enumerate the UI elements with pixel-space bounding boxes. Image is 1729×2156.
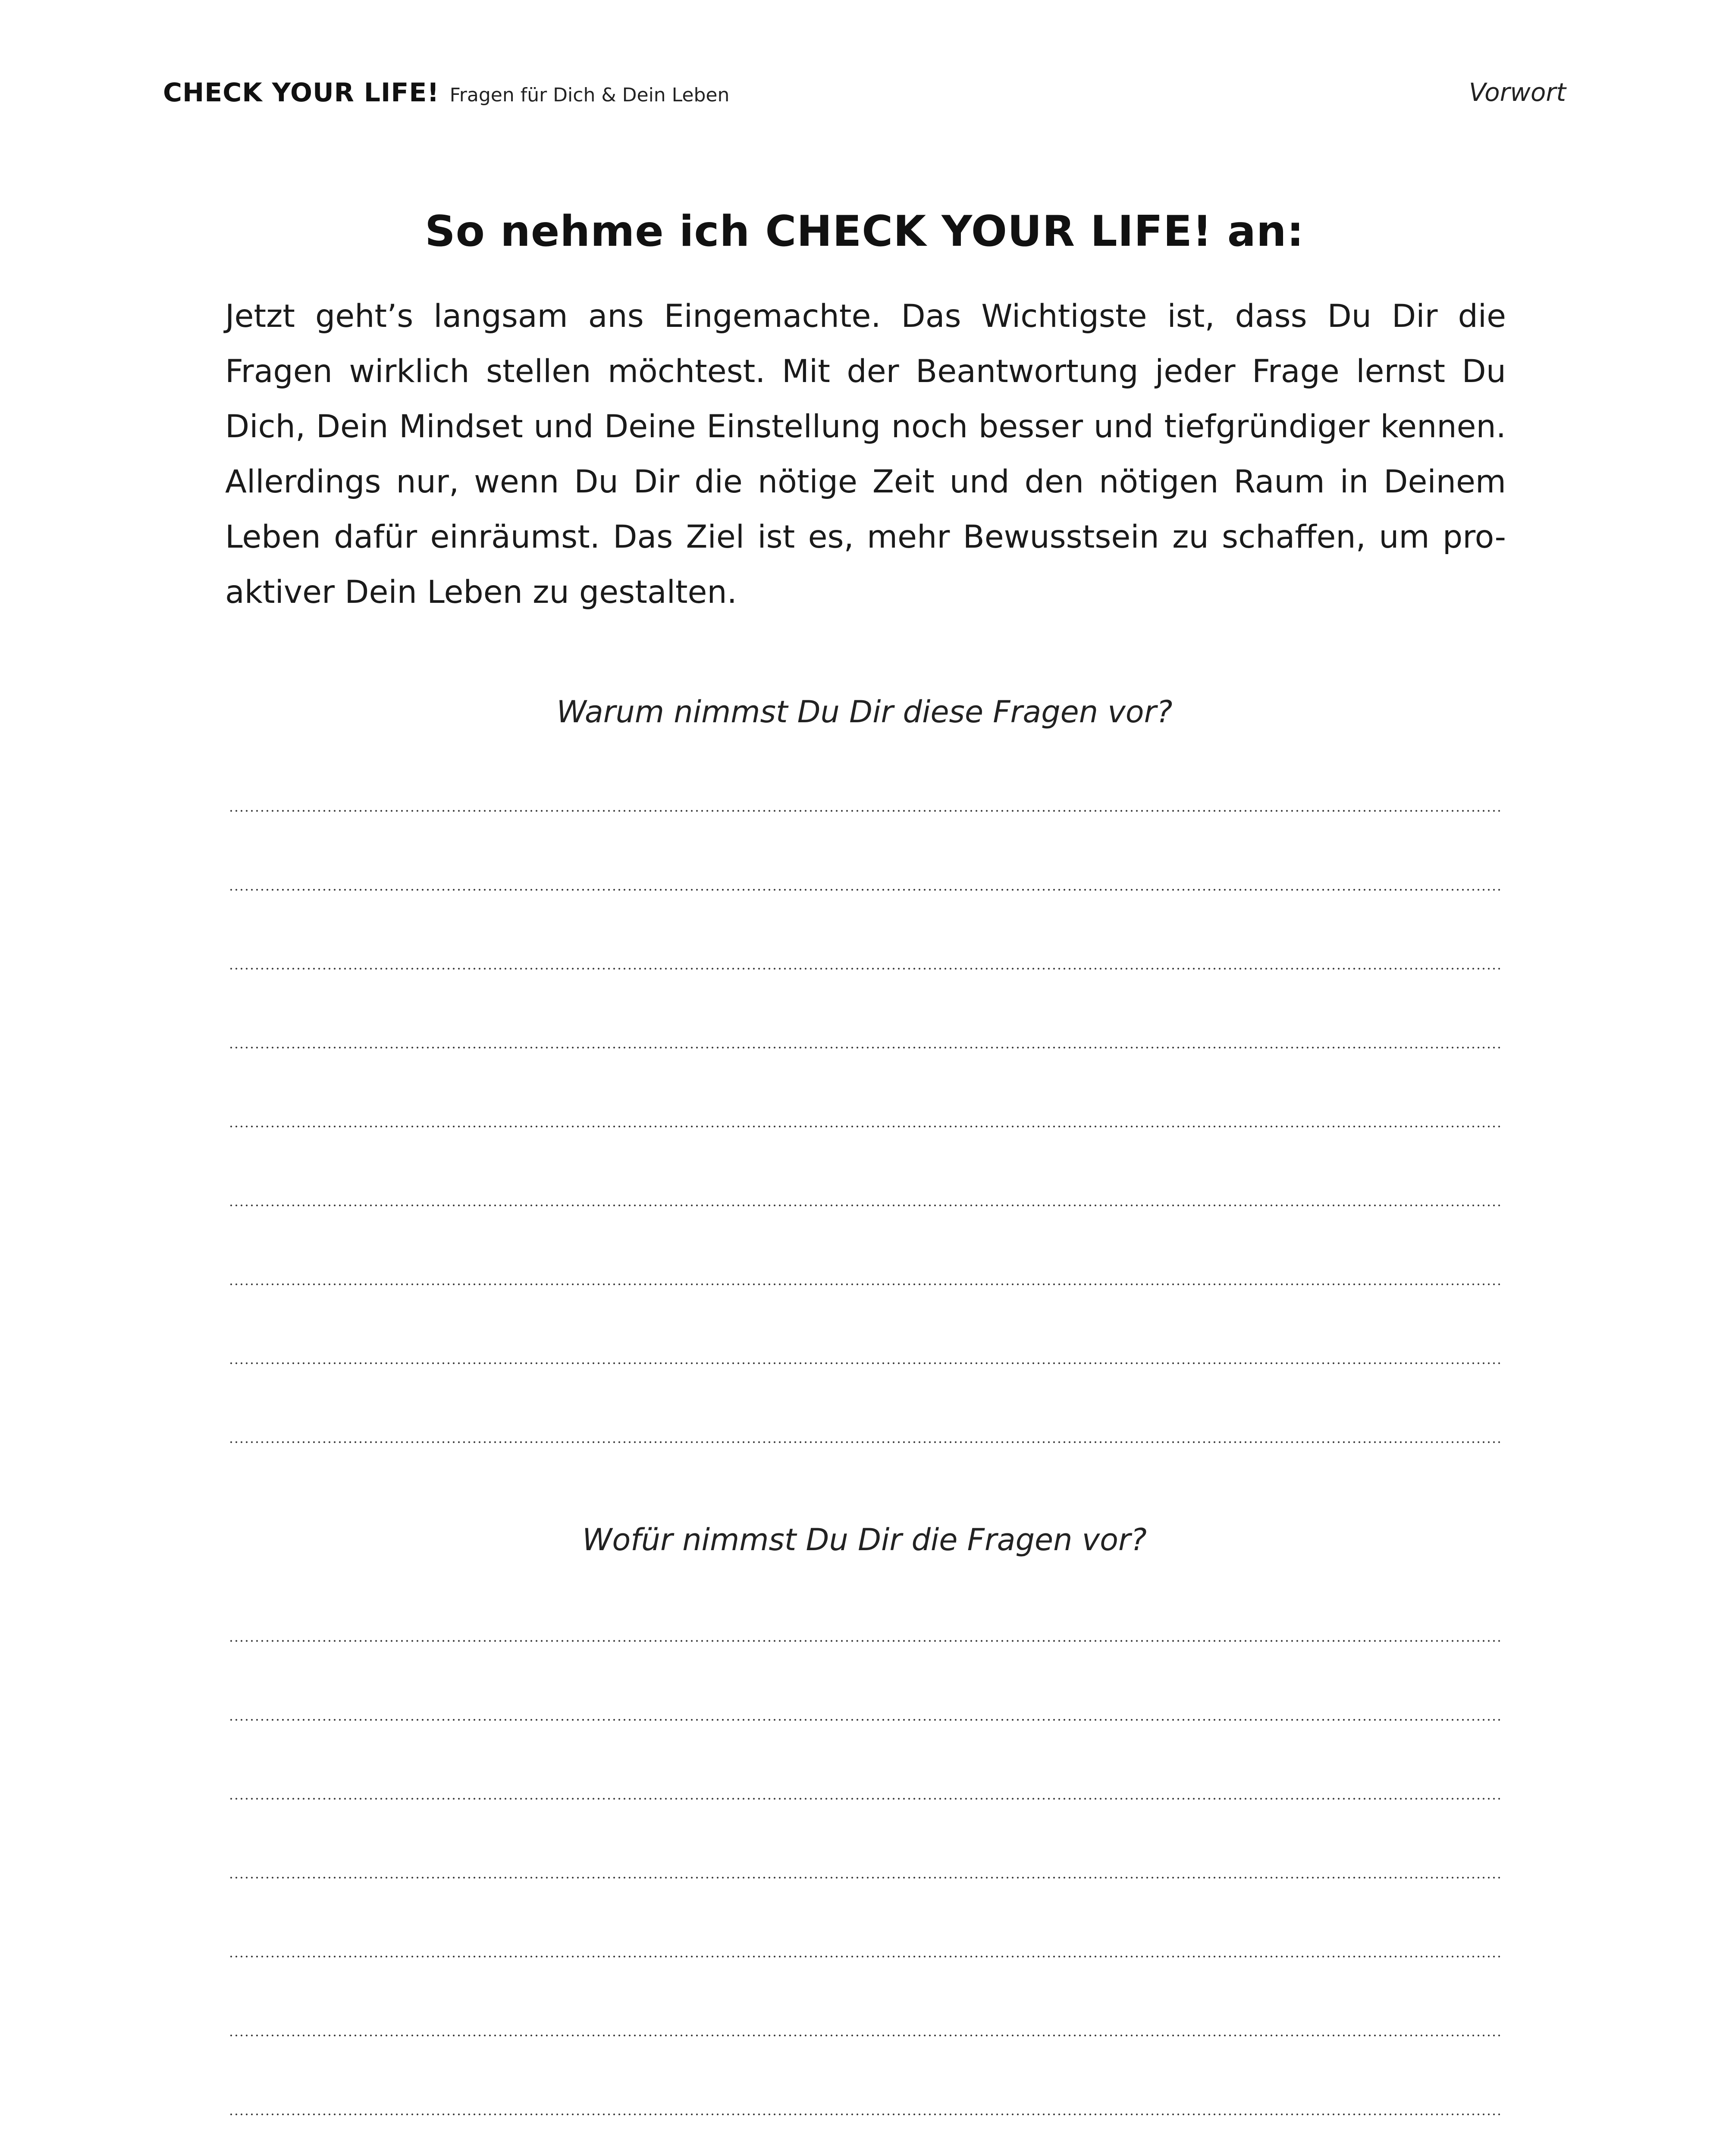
dotted-answer-line[interactable] [229,2037,1501,2115]
dotted-answer-line[interactable] [229,1364,1501,1443]
page-header [163,73,1566,125]
dotted-answer-line[interactable] [229,733,1501,812]
dotted-answer-line[interactable] [229,1563,1501,1642]
dotted-answer-line[interactable] [229,1128,1501,1206]
page-title: So nehme ich CHECK YOUR LIFE! an: [425,207,1304,256]
dotted-answer-line[interactable] [229,1285,1501,1364]
intro-paragraph: Jetzt geht’s langsam ans Eingemachte. Das Wichtigste ist, dass Du Dir die Fragen wirklich stellen möchtest. Mit der Beantwortung jeder Frage lernst Du Dich, Dein Mindset und Deine Einstellung noch besser und tiefgründiger kennen. Allerdings nur, wenn Du Dir die nötige Zeit und den nötigen Raum in Deinem Leben dafür einräumst. Das Ziel ist es, mehr Bewusstsein zu schaffen, um pro-aktiver Dein Leben zu gestalten. [225,298,1506,611]
dotted-answer-line[interactable] [229,970,1501,1049]
running-header-brand [163,78,729,108]
dotted-answer-line[interactable] [229,1049,1501,1128]
dotted-answer-line[interactable] [229,1879,1501,1958]
dotted-answer-line[interactable] [229,2115,1501,2156]
book-title: CHECK YOUR LIFE! [163,78,439,108]
section-label: Vorwort [1469,78,1566,107]
answer-lines-2[interactable] [229,1563,1501,2156]
dotted-answer-line[interactable] [229,1800,1501,1879]
dotted-answer-line[interactable] [229,1642,1501,1721]
dotted-answer-line[interactable] [229,1958,1501,2037]
dotted-answer-line[interactable] [229,812,1501,891]
dotted-answer-line[interactable] [229,1206,1501,1285]
dotted-answer-line[interactable] [229,1721,1501,1800]
question-1: Warum nimmst Du Dir diese Fragen vor? [556,694,1173,730]
question-2: Wofür nimmst Du Dir die Fragen vor? [582,1522,1147,1557]
answer-lines-1[interactable] [229,733,1501,1443]
dotted-answer-line[interactable] [229,891,1501,970]
book-subtitle: Fragen für Dich & Dein Leben [449,84,730,106]
